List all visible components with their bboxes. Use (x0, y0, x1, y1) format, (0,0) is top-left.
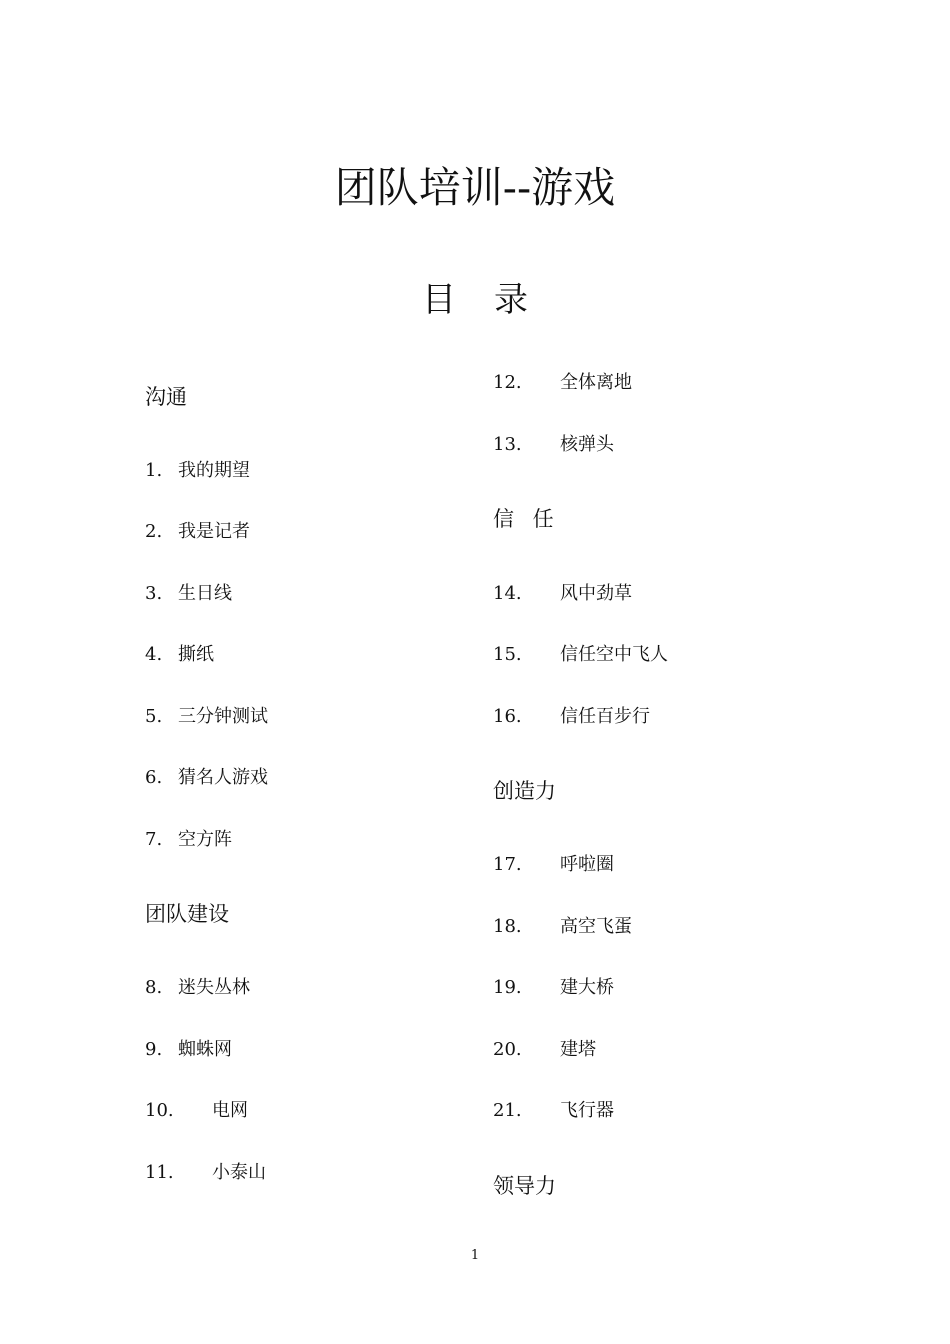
toc-item-label: 风中劲草 (560, 583, 632, 604)
toc-item-label: 撕纸 (178, 644, 214, 665)
toc-item (493, 915, 632, 939)
section-heading-communication: 沟通 (145, 385, 187, 409)
section-heading-leadership: 领导力 (493, 1174, 556, 1198)
toc-item-number: 5. (145, 706, 163, 727)
toc-item (493, 853, 614, 877)
toc-item-label: 空方阵 (178, 829, 232, 850)
toc-item-number: 19. (493, 977, 522, 998)
toc-item-number: 8. (145, 977, 163, 998)
section-heading-trust: 信 任 (493, 507, 560, 531)
toc-item-label: 小泰山 (212, 1162, 266, 1183)
toc-item-number: 2. (145, 521, 163, 542)
toc-item-number: 12. (493, 372, 522, 393)
toc-item (145, 459, 250, 483)
toc-item (145, 1099, 248, 1123)
toc-item (493, 433, 614, 457)
toc-item-number: 1. (145, 460, 163, 481)
toc-item-number: 9. (145, 1039, 163, 1060)
toc-item (145, 643, 214, 667)
toc-item (145, 705, 268, 729)
toc-item-number: 18. (493, 916, 522, 937)
toc-item-number: 3. (145, 583, 163, 604)
toc-title: 目录 (422, 280, 566, 320)
document-title: 团队培训--游戏 (334, 163, 616, 212)
toc-item (145, 520, 250, 544)
toc-item-label: 我的期望 (178, 460, 250, 481)
toc-item (493, 1038, 596, 1062)
toc-item (493, 976, 614, 1000)
section-heading-creativity: 创造力 (493, 779, 556, 803)
toc-item (145, 1038, 232, 1062)
toc-item-label: 信任百步行 (560, 706, 650, 727)
toc-item-number: 7. (145, 829, 163, 850)
toc-item-label: 建塔 (560, 1039, 596, 1060)
toc-item-label: 全体离地 (560, 372, 632, 393)
section-heading-team-building: 团队建设 (145, 902, 229, 926)
toc-item-number: 11. (145, 1162, 174, 1183)
toc-item (145, 976, 250, 1000)
toc-item-label: 我是记者 (178, 521, 250, 542)
toc-item-label: 生日线 (178, 583, 232, 604)
toc-item-number: 6. (145, 767, 163, 788)
toc-item-label: 信任空中飞人 (560, 644, 668, 665)
toc-item (493, 371, 632, 395)
toc-item-number: 16. (493, 706, 522, 727)
page-number: 1 (470, 1248, 480, 1263)
toc-item-label: 核弹头 (560, 434, 614, 455)
toc-item-number: 4. (145, 644, 163, 665)
toc-item-number: 15. (493, 644, 522, 665)
toc-item-number: 14. (493, 583, 522, 604)
toc-item-number: 20. (493, 1039, 522, 1060)
toc-item-label: 呼啦圈 (560, 854, 614, 875)
toc-item (145, 582, 232, 606)
toc-item-label: 猜名人游戏 (178, 767, 268, 788)
toc-item (145, 766, 268, 790)
toc-item-label: 蜘蛛网 (178, 1039, 232, 1060)
toc-item-number: 21. (493, 1100, 522, 1121)
toc-item-label: 三分钟测试 (178, 706, 268, 727)
toc-item (493, 705, 650, 729)
toc-item-label: 高空飞蛋 (560, 916, 632, 937)
toc-item-label: 建大桥 (560, 977, 614, 998)
toc-item (145, 828, 232, 852)
toc-item-number: 17. (493, 854, 522, 875)
toc-item (493, 1099, 614, 1123)
toc-item-label: 飞行器 (560, 1100, 614, 1121)
toc-item (145, 1161, 266, 1185)
toc-item (493, 582, 632, 606)
toc-item-label: 电网 (212, 1100, 248, 1121)
toc-item-number: 13. (493, 434, 522, 455)
toc-item (493, 643, 668, 667)
toc-item-label: 迷失丛林 (178, 977, 250, 998)
toc-item-number: 10. (145, 1100, 174, 1121)
